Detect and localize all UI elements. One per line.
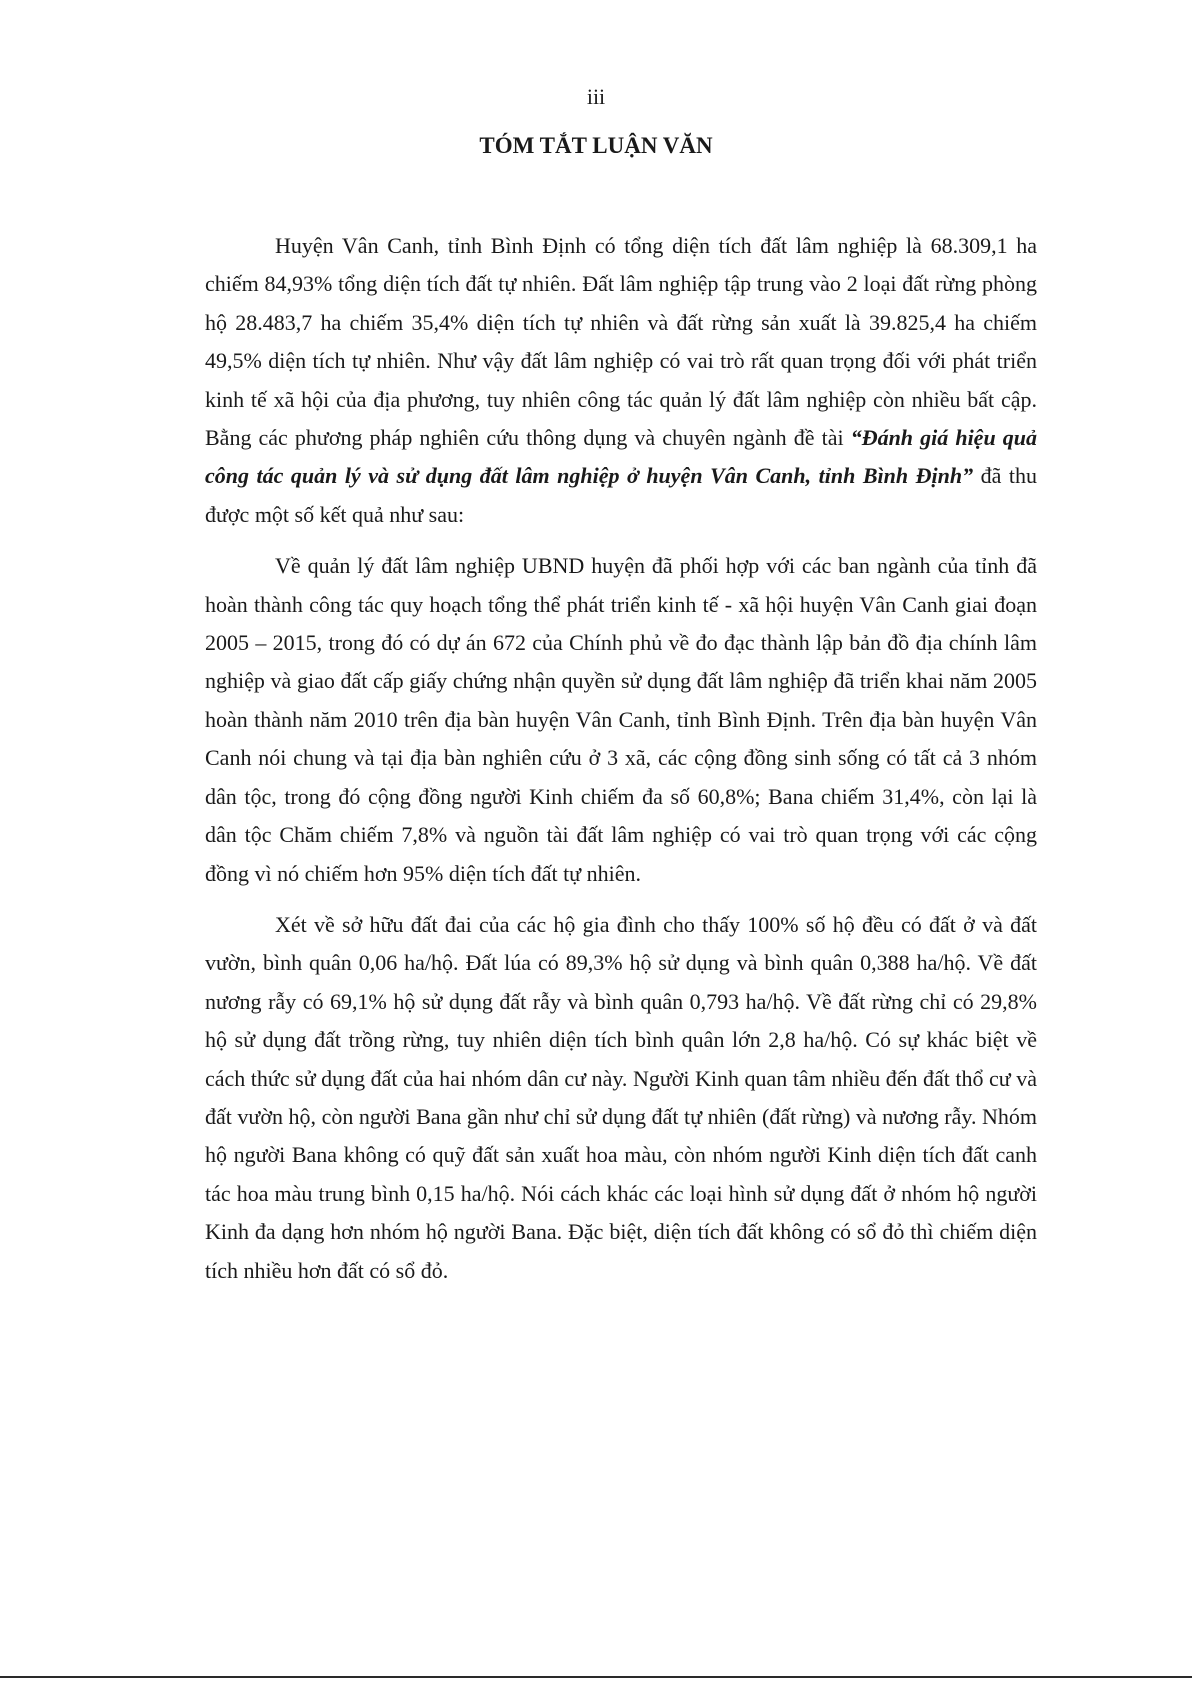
paragraph-2: Về quản lý đất lâm nghiệp UBND huyện đã phối hợp với các ban ngành của tỉnh đã hoàn thành công tác quy hoạch tổng thể phát triển kinh tế - xã hội huyện Vân Canh giai đoạn 2005 – 2015, trong đó có dự án 672 của Chính phủ về đo đạc thành lập bản đồ địa chính lâm nghiệp và giao đất cấp giấy chứng nhận quyền sử dụng đất lâm nghiệp đã triển khai năm 2005 hoàn thành năm 2010 trên địa bàn huyện Vân Canh, tỉnh Bình Định. Trên địa bàn huyện Vân Canh nói chung và tại địa bàn nghiên cứu ở 3 xã, các cộng đồng sinh sống có tất cả 3 nhóm dân tộc, trong đó cộng đồng người Kinh chiếm đa số 60,8%; Bana chiếm 31,4%, còn lại là dân tộc Chăm chiếm 7,8% và nguồn tài đất lâm nghiệp có vai trò quan trọng với các cộng đồng vì nó chiếm hơn 95% diện tích đất tự nhiên. bbox=[205, 553, 1037, 886]
paragraph-1 bbox=[205, 227, 1037, 534]
page-number: iii bbox=[586, 84, 606, 109]
thesis-title-emphasis: “Đánh giá hiệu quả công tác quản lý và sử dụng đất lâm nghiệp ở huyện Vân Canh, tỉnh Bình Định” bbox=[205, 425, 1038, 489]
summary-body bbox=[205, 227, 1037, 1303]
bottom-border-line bbox=[0, 1676, 1192, 1678]
page-title: TÓM TẮT LUẬN VĂN bbox=[479, 133, 713, 158]
paragraph-1-text-start: Huyện Vân Canh, tỉnh Bình Định có tổng diện tích đất lâm nghiệp là 68.309,1 ha chiếm 84,93% tổng diện tích đất tự nhiên. Đất lâm nghiệp tập trung vào 2 loại đất rừng phòng hộ 28.483,7 ha chiếm 35,4% diện tích tự nhiên và đất rừng sản xuất là 39.825,4 ha chiếm 49,5% diện tích tự nhiên. Như vậy đất lâm nghiệp có vai trò rất quan trọng đối với phát triển kinh tế xã hội của địa phương, tuy nhiên công tác quản lý đất lâm nghiệp còn nhiều bất cập. Bằng các phương pháp nghiên cứu thông dụng và chuyên ngành đề tài bbox=[205, 233, 1037, 451]
paragraph-1-text-end: đã thu được một số kết quả như sau: bbox=[205, 463, 1037, 527]
paragraph-3: Xét về sở hữu đất đai của các hộ gia đình cho thấy 100% số hộ đều có đất ở và đất vườn, bình quân 0,06 ha/hộ. Đất lúa có 89,3% hộ sử dụng và bình quân 0,388 ha/hộ. Về đất nương rẫy có 69,1% hộ sử dụng đất rẫy và bình quân 0,793 ha/hộ. Về đất rừng chỉ có 29,8% hộ sử dụng đất trồng rừng, tuy nhiên diện tích bình quân lớn 2,8 ha/hộ. Có sự khác biệt về cách thức sử dụng đất của hai nhóm dân cư này. Người Kinh quan tâm nhiều đến đất thổ cư và đất vườn hộ, còn người Bana gần như chỉ sử dụng đất tự nhiên (đất rừng) và nương rẫy. Nhóm hộ người Bana không có quỹ đất sản xuất hoa màu, còn nhóm người Kinh diện tích đất canh tác hoa màu trung bình 0,15 ha/hộ. Nói cách khác các loại hình sử dụng đất ở nhóm hộ người Kinh đa dạng hơn nhóm hộ người Bana. Đặc biệt, diện tích đất không có sổ đỏ thì chiếm diện tích nhiều hơn đất có sổ đỏ. bbox=[205, 911, 1037, 1283]
